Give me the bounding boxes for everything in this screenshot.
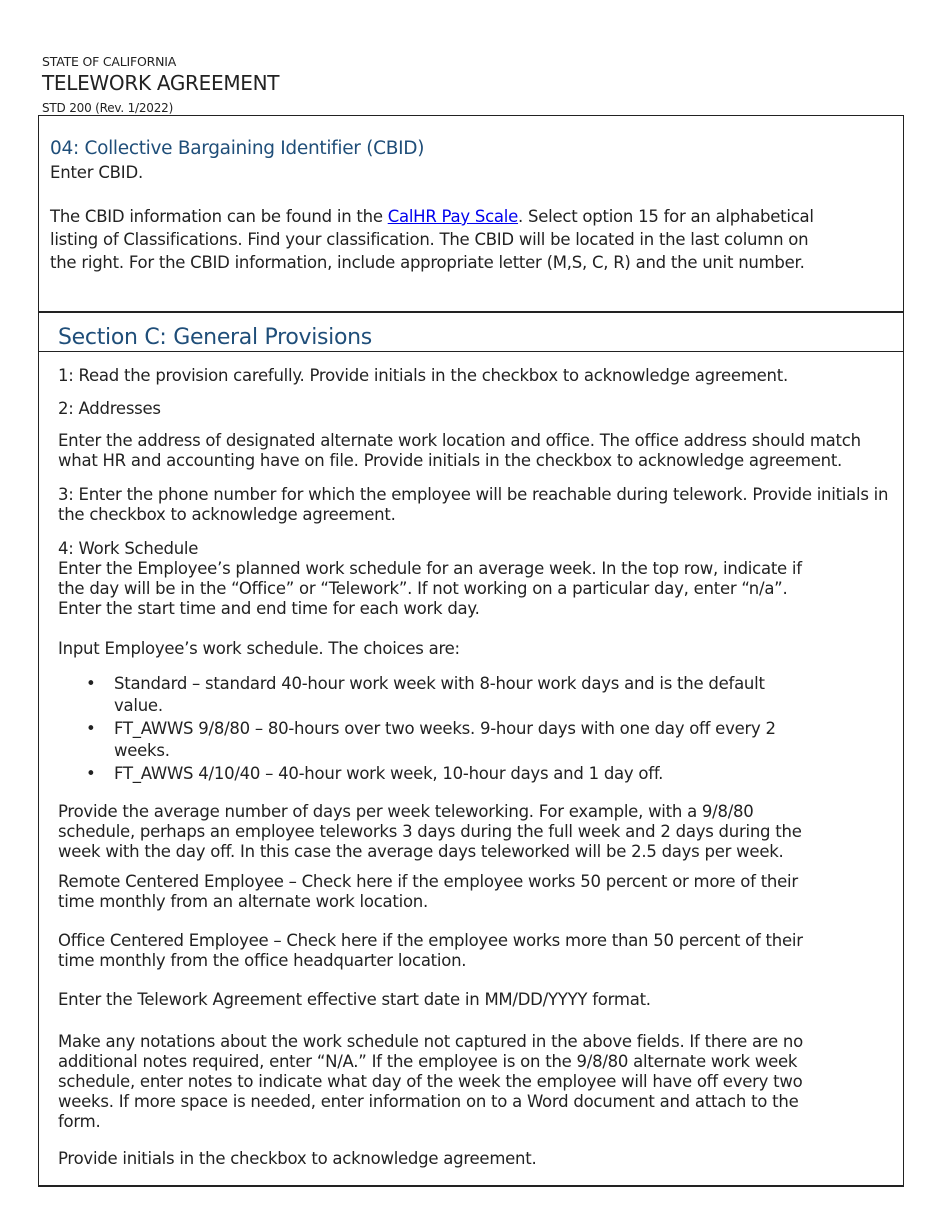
section-c-heading: Section C: General Provisions — [58, 325, 372, 350]
form-number: STD 200 (Rev. 1/2022) — [42, 101, 174, 115]
work-schedule-text: Enter the Employee’s planned work schedule for an average week. In the top row, indicate if the day will be in the “Office” or “Telework”. If not working on a particular day, enter “n/a”. Enter the start time and end time for each work day. — [58, 559, 802, 618]
list-item — [86, 718, 786, 762]
bullet-icon: • — [86, 719, 96, 738]
list-item — [86, 673, 786, 717]
average-telework-text: Provide the average number of days per week teleworking. For example, with a 9/8/80 schedule, perhaps an employee teleworks 3 days during the full week and 2 days during the week with the day off. In this case the average days teleworked will be 2.5 days per week. — [58, 802, 802, 861]
form-title: TELEWORK AGREEMENT — [42, 71, 280, 95]
state-label: STATE OF CALIFORNIA — [42, 54, 177, 69]
addresses-title: 2: Addresses — [58, 399, 161, 418]
list-item-text: Standard – standard 40-hour work week with 8-hour work days and is the default value. — [114, 674, 765, 715]
bullet-icon: • — [86, 764, 96, 783]
list-item-text: FT_AWWS 9/8/80 – 80-hours over two weeks. 9-hour days with one day off every 2 weeks. — [114, 719, 776, 760]
section-c-box — [38, 311, 904, 1187]
bullet-icon: • — [86, 674, 96, 693]
cbid-para-start: The CBID information can be found in the — [50, 207, 388, 226]
schedule-choices-intro: Input Employee’s work schedule. The choices are: — [58, 639, 460, 658]
list-item-text: FT_AWWS 4/10/40 – 40-hour work week, 10-hour days and 1 day off. — [114, 764, 664, 783]
provision-1: 1: Read the provision carefully. Provide initials in the checkbox to acknowledge agreement. — [58, 366, 788, 385]
notations-text: Make any notations about the work schedule not captured in the above fields. If there are no additional notes required, enter “N/A.” If the employee is on the 9/8/80 alternate work week schedule, enter notes to indicate what day of the week the employee will have off every two weeks. If more space is needed, enter information on to a Word document and attach to the form. — [58, 1032, 803, 1131]
list-item — [86, 763, 786, 785]
cbid-para-end: . Select option 15 for an alphabetical listing of Classifications. Find your classification. The CBID will be located in the last column on the right. For the CBID information, include appropriate letter (M,S, C, R) and the unit number. — [50, 207, 814, 272]
addresses-text: Enter the address of designated alternate work location and office. The office address should match what HR and accounting have on file. Provide initials in the checkbox to acknowledge agreement. — [58, 431, 861, 470]
initials-text: Provide initials in the checkbox to acknowledge agreement. — [58, 1149, 537, 1168]
work-schedule-block — [58, 539, 828, 619]
cbid-heading: 04: Collective Bargaining Identifier (CBID) — [50, 138, 425, 159]
phone-text: 3: Enter the phone number for which the employee will be reachable during telework. Provide initials in the checkbox to acknowledge agreement. — [58, 485, 889, 524]
start-date-text: Enter the Telework Agreement effective start date in MM/DD/YYYY format. — [58, 990, 651, 1009]
work-schedule-title: 4: Work Schedule — [58, 539, 199, 558]
cbid-instruction: Enter CBID. — [50, 163, 143, 182]
section-divider — [39, 351, 903, 352]
remote-centered-text: Remote Centered Employee – Check here if the employee works 50 percent or more of their time monthly from an alternate work location. — [58, 872, 798, 911]
cbid-paragraph — [50, 205, 820, 274]
cbid-box — [38, 115, 904, 312]
calhr-pay-scale-link[interactable]: CalHR Pay Scale — [387, 207, 519, 226]
office-centered-text: Office Centered Employee – Check here if the employee works more than 50 percent of their time monthly from the office headquarter location. — [58, 931, 803, 970]
